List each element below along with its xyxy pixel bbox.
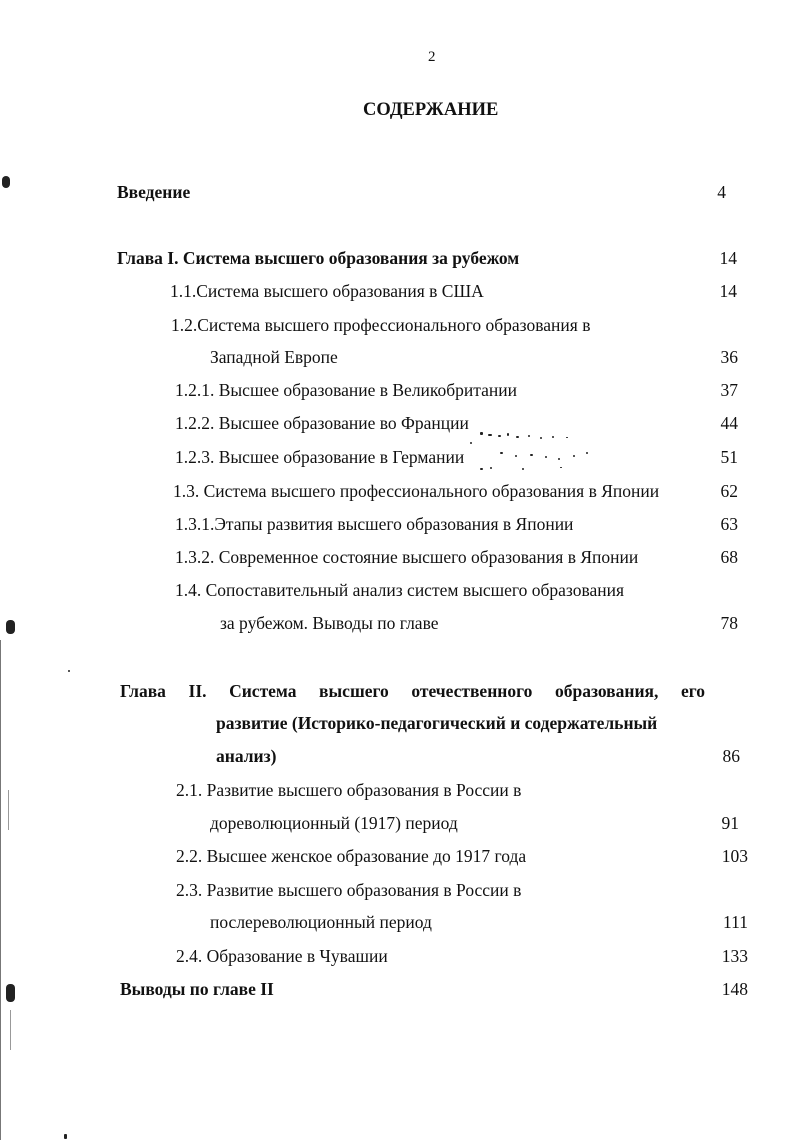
page-number: 2 — [428, 49, 436, 65]
toc-entry: 1.2.2. Высшее образование во Франции — [175, 413, 469, 433]
toc-entry: 1.1.Система высшего образования в США — [170, 281, 484, 301]
scan-speckle — [470, 442, 472, 444]
scan-edge-line — [10, 1010, 11, 1050]
scan-mark — [6, 620, 15, 634]
toc-entry: 2.4. Образование в Чувашии — [176, 946, 388, 966]
toc-entry: 2.1. Развитие высшего образования в России в — [176, 780, 522, 800]
scan-speckle — [566, 437, 568, 438]
scan-mark — [2, 176, 10, 188]
toc-entry: Западной Европе — [210, 347, 338, 367]
scan-mark — [6, 984, 15, 1002]
toc-chapter1-page: 14 — [719, 248, 737, 268]
toc-chapter2-page: 86 — [722, 746, 740, 766]
toc-entry-page: 14 — [719, 281, 737, 301]
scan-speckle — [507, 433, 509, 436]
toc-entry: 1.3.1.Этапы развития высшего образования в Японии — [175, 514, 574, 534]
toc-entry-page: 103 — [721, 846, 748, 866]
toc-chapter2-heading-line3: анализ) — [216, 746, 277, 766]
scan-speckle — [552, 436, 554, 438]
scan-edge-line — [8, 790, 9, 830]
toc-chapter2-heading-line2: развитие (Историко-педагогический и содержательный — [216, 713, 658, 733]
scan-speckle — [488, 434, 492, 436]
scan-speckle — [500, 452, 503, 454]
toc-entry-page: 44 — [720, 413, 738, 433]
scan-speckle — [515, 455, 517, 457]
scan-speckle — [573, 455, 575, 457]
toc-conclusion-label: Выводы по главе II — [120, 979, 274, 999]
toc-entry: послереволюционный период — [210, 912, 432, 932]
toc-entry-page: 91 — [721, 813, 739, 833]
toc-intro-label: Введение — [117, 182, 191, 202]
scan-speckle — [560, 467, 562, 468]
toc-entry-page: 62 — [720, 481, 738, 501]
scan-speckle — [540, 437, 542, 439]
scan-speckle — [545, 456, 547, 458]
scan-speckle — [480, 468, 483, 470]
toc-entry-page: 133 — [721, 946, 748, 966]
toc-entry: 1.4. Сопоставительный анализ систем высшего образования — [175, 580, 625, 600]
scan-speckle — [528, 435, 530, 437]
toc-entry: 1.2.3. Высшее образование в Германии — [175, 447, 465, 467]
toc-entry: 2.2. Высшее женское образование до 1917 года — [176, 846, 527, 866]
toc-intro-page: 4 — [717, 182, 726, 202]
page-title: СОДЕРЖАНИЕ — [363, 100, 499, 120]
toc-entry-page: 111 — [723, 912, 748, 932]
toc-entry: за рубежом. Выводы по главе — [220, 613, 439, 633]
toc-chapter2-heading-line1: Глава II. Система высшего отечественного образования, его — [120, 681, 705, 701]
scan-mark — [64, 1134, 67, 1139]
scan-speckle — [522, 468, 524, 470]
scan-speckle — [530, 454, 533, 456]
scan-edge-line — [0, 640, 1, 1140]
toc-entry-page: 78 — [720, 613, 738, 633]
toc-entry: 1.2.1. Высшее образование в Великобритании — [175, 380, 518, 400]
toc-conclusion-page: 148 — [721, 979, 748, 999]
toc-entry: 1.2.Система высшего профессионального образования в — [171, 315, 591, 335]
toc-entry-page: 63 — [720, 514, 738, 534]
scan-speckle — [586, 452, 588, 454]
toc-entry: дореволюционный (1917) период — [210, 813, 458, 833]
toc-entry-page: 51 — [720, 447, 738, 467]
toc-entry: 1.3. Система высшего профессионального образования в Японии — [173, 481, 660, 501]
scan-speckle — [516, 436, 519, 438]
toc-entry-page: 68 — [720, 547, 738, 567]
toc-entry-page: 36 — [720, 347, 738, 367]
scan-speckle — [558, 458, 560, 460]
toc-entry: 1.3.2. Современное состояние высшего образования в Японии — [175, 547, 639, 567]
scan-speckle — [490, 467, 492, 469]
toc-entry: 2.3. Развитие высшего образования в России в — [176, 880, 522, 900]
scan-speckle — [498, 435, 501, 437]
scan-mark — [68, 670, 70, 672]
toc-chapter1-heading: Глава I. Система высшего образования за рубежом — [117, 248, 520, 268]
scan-speckle — [480, 432, 483, 435]
toc-entry-page: 37 — [720, 380, 738, 400]
